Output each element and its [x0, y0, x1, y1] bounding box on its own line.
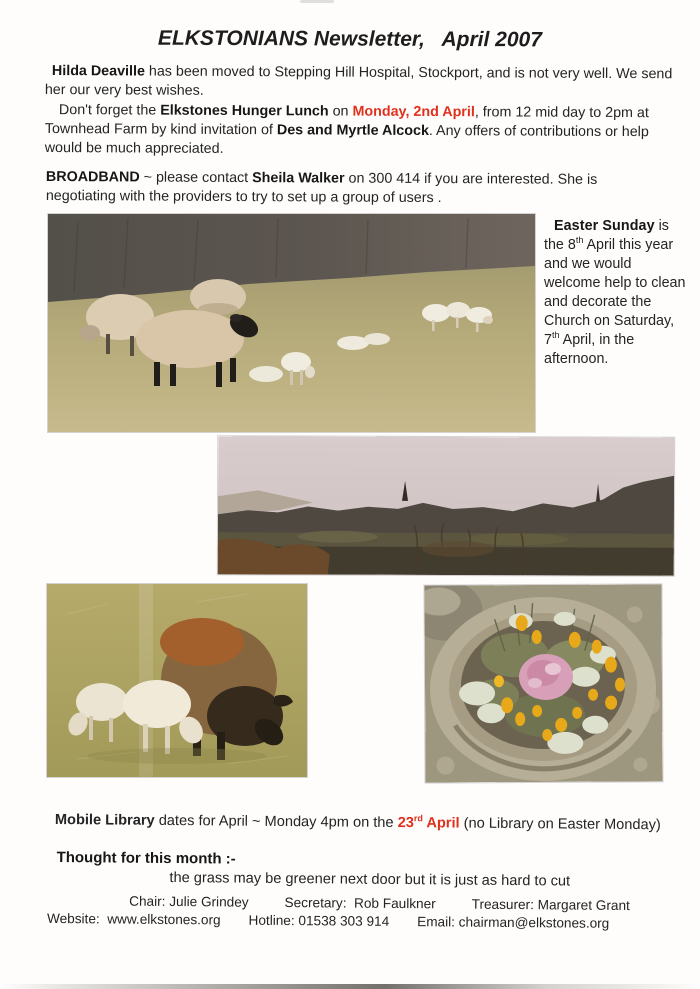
email: Email: chairman@elkstones.org — [417, 914, 610, 931]
easter-sup1: th — [575, 235, 584, 246]
easter-seg3: April, in the afternoon. — [544, 332, 635, 367]
lunch-lead: Don't forget the — [58, 102, 161, 119]
paragraph-hilda — [45, 62, 679, 103]
lunch-mid1: on — [328, 103, 353, 120]
broadband-tail: on 300 414 if you are interested. She is negotiating with the providers to try to set up a group of users . — [45, 170, 598, 207]
mobile-library-date: 23 — [397, 814, 414, 832]
scan-artifact-top — [300, 0, 334, 3]
paragraph-easter — [544, 217, 690, 369]
mobile-library-line — [55, 812, 661, 833]
lunch-mid2: , from 12 mid day to 2pm at Townhead Farm by kind invitation of — [44, 104, 649, 139]
officers-line — [129, 894, 666, 914]
mobile-library-date-sup: rd — [413, 813, 423, 824]
chair: Chair: Julie Grindey — [129, 893, 249, 910]
thought-quote: the grass may be greener next door but it is just as hard to cut — [169, 870, 571, 890]
easter-sup2: th — [551, 330, 560, 341]
hotline: Hotline: 01538 303 914 — [248, 912, 390, 929]
easter-seg2: April this year and we would welcome help to clean and decorate the Church on Saturday, 7 — [544, 237, 686, 348]
broadband-mid: ~ please contact — [139, 169, 253, 187]
sheep-field-photo — [48, 214, 535, 432]
ewe-back — [190, 279, 246, 315]
pink-flower — [519, 654, 573, 700]
hilda-text: has been moved to Stepping Hill Hospital, Stockport, and is not very well. We send her our very best wishes. — [44, 63, 673, 99]
broadband-label: BROADBAND — [45, 168, 140, 186]
lunch-event: Elkstones Hunger Lunch — [160, 102, 329, 120]
mobile-library-tail: (no Library on Easter Monday) — [459, 815, 661, 834]
lunch-hosts: Des and Myrtle Alcock — [276, 122, 429, 140]
easter-seg1: is the 8 — [544, 218, 669, 253]
easter-label: Easter Sunday — [554, 218, 655, 234]
lunch-date: Monday, 2nd April — [352, 103, 475, 121]
mobile-library-seg1: dates for April ~ Monday 4pm on the — [154, 812, 398, 831]
hilda-name: Hilda Deaville — [51, 63, 145, 80]
secretary: Secretary: Rob Faulkner — [284, 895, 436, 912]
ewe-lambs-photo — [47, 584, 307, 777]
planter-photo — [424, 584, 662, 782]
website: Website: www.elkstones.org — [47, 910, 221, 928]
mobile-library-date2: April — [422, 815, 460, 832]
mobile-library-label: Mobile Library — [54, 812, 155, 829]
thought-label: Thought for this month :- — [56, 849, 236, 868]
page-title: ELKSTONIANS Newsletter, April 2007 — [157, 26, 542, 52]
paragraph-broadband — [46, 168, 658, 209]
landscape-photo — [218, 436, 674, 576]
broadband-contact: Sheila Walker — [252, 170, 345, 187]
scan-artifact-bottom — [0, 984, 700, 989]
lunch-tail: . Any offers of contributions or help would be much appreciated. — [44, 123, 649, 157]
contact-line — [47, 911, 637, 931]
treasurer: Treasurer: Margaret Grant — [471, 896, 630, 914]
paragraph-hunger-lunch — [45, 101, 681, 161]
